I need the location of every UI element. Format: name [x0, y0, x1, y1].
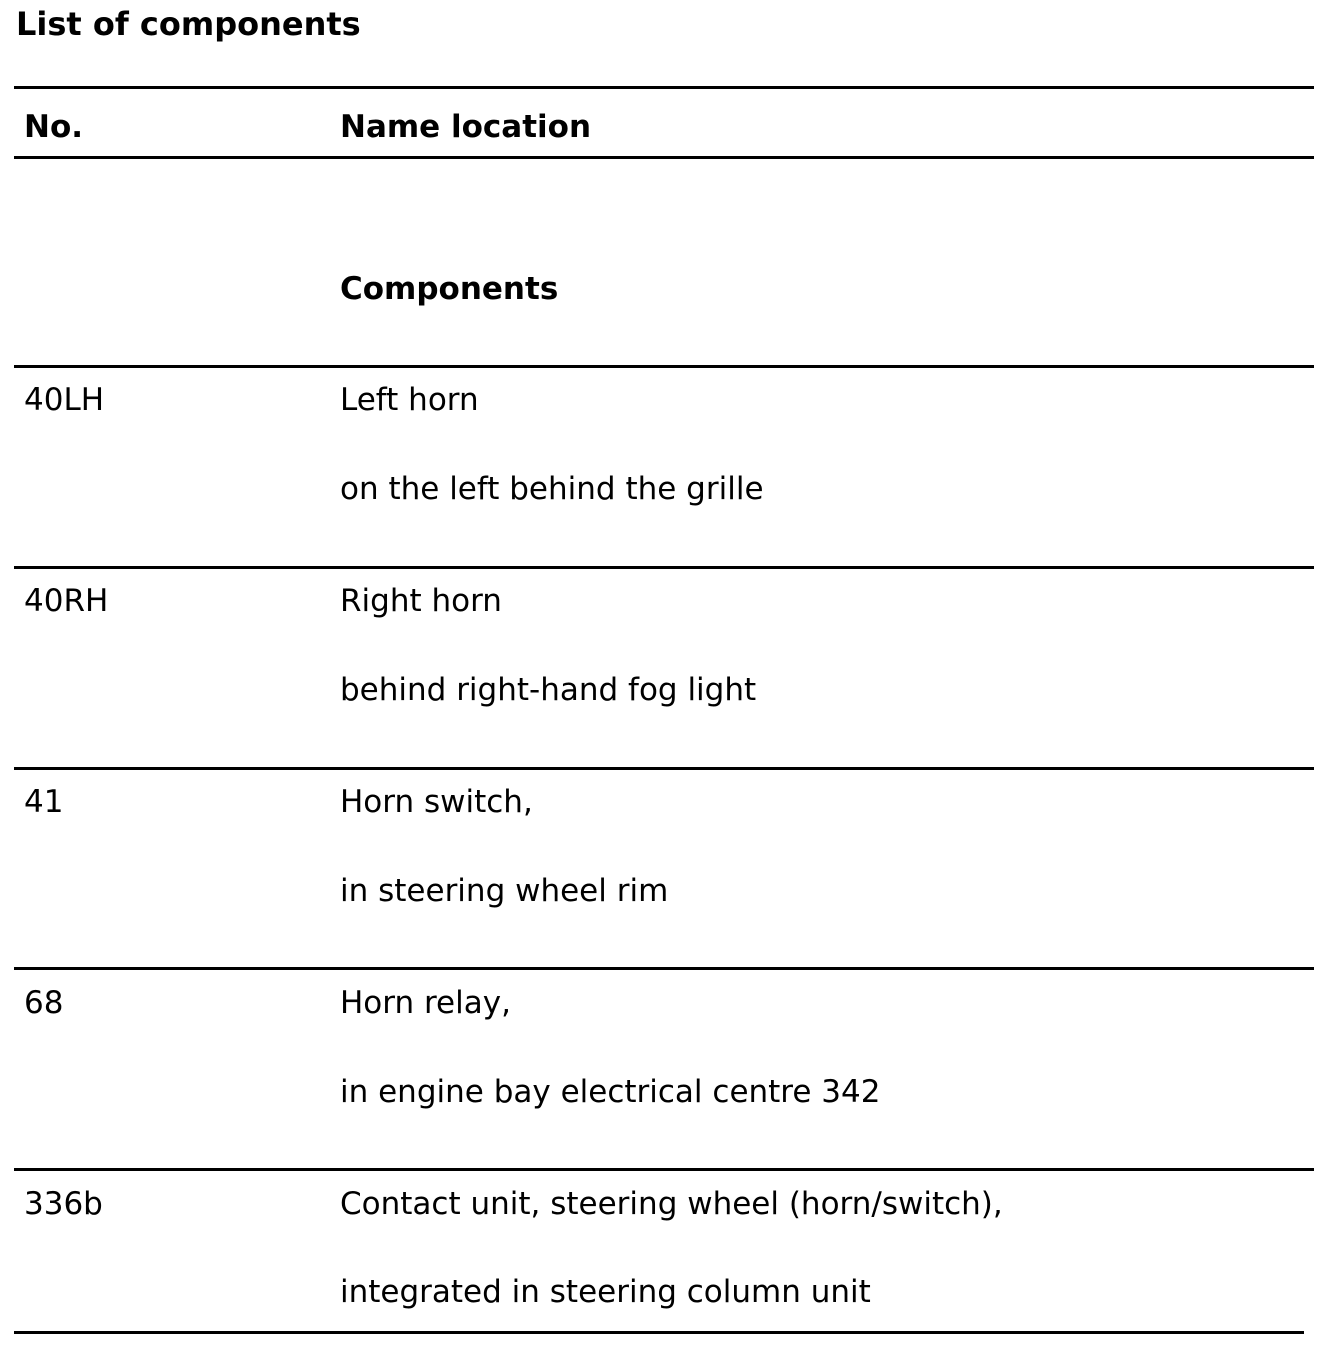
section-bottom-rule	[14, 365, 1314, 368]
row-name: Contact unit, steering wheel (horn/switch),	[340, 1186, 1003, 1222]
section-heading: Components	[340, 271, 559, 307]
row-name: Right horn	[340, 583, 502, 619]
row-name: Left horn	[340, 382, 479, 418]
row-location: on the left behind the grille	[340, 471, 764, 507]
header-number: No.	[24, 109, 84, 145]
table-bottom-rule	[14, 1331, 1304, 1334]
row-number: 68	[24, 985, 64, 1021]
row-location: integrated in steering column unit	[340, 1274, 871, 1310]
document-title: List of components	[16, 5, 361, 43]
row-location: in steering wheel rim	[340, 873, 669, 909]
row-divider	[14, 1168, 1314, 1171]
row-number: 336b	[24, 1186, 103, 1222]
row-number: 41	[24, 784, 64, 820]
header-bottom-rule	[14, 156, 1314, 159]
row-number: 40RH	[24, 583, 109, 619]
row-location: behind right-hand fog light	[340, 672, 757, 708]
row-location: in engine bay electrical centre 342	[340, 1074, 881, 1110]
row-name: Horn relay,	[340, 985, 511, 1021]
row-divider	[14, 767, 1314, 770]
row-number: 40LH	[24, 382, 105, 418]
row-name: Horn switch,	[340, 784, 533, 820]
row-divider	[14, 566, 1314, 569]
row-divider	[14, 967, 1314, 970]
header-name-location: Name location	[340, 109, 592, 145]
table-top-rule	[14, 86, 1314, 89]
